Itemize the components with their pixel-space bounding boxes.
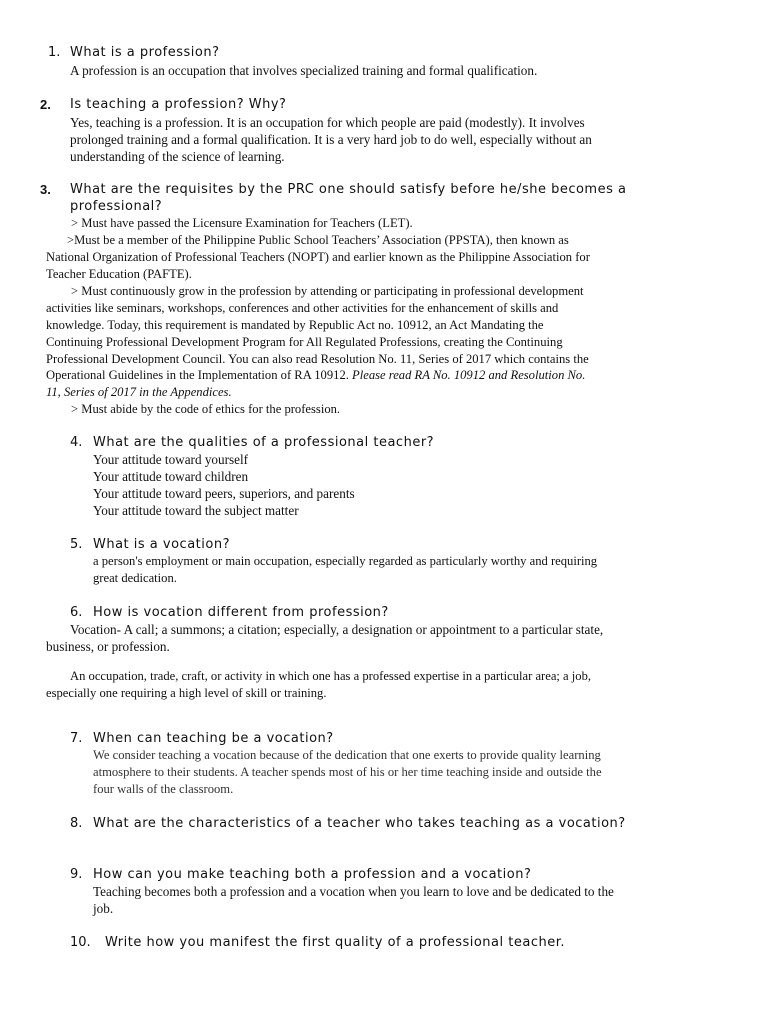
q5-question: What is a vocation?: [93, 537, 230, 552]
q6-answer-line: business, or profession.: [46, 639, 170, 654]
q1-answer: A profession is an occupation that involves specialized training and formal qualification.: [70, 63, 538, 78]
q6-question: How is vocation different from profession?: [93, 605, 389, 620]
q3-question-line: What are the requisites by the PRC one should satisfy before he/she becomes a: [70, 182, 627, 197]
q3-requisite-membership: >Must be a member of the Philippine Public School Teachers’ Association (PPSTA), then known as: [67, 233, 569, 247]
q5-number: 5.: [70, 537, 83, 552]
q3-line: Teacher Education (PAFTE).: [46, 267, 192, 281]
q3-line-with-italic: [46, 367, 585, 384]
q4-item: Your attitude toward the subject matter: [93, 503, 299, 518]
q3-line: knowledge. Today, this requirement is mandated by Republic Act no. 10912, an Act Mandating the: [46, 318, 544, 332]
q10-number: 10.: [70, 935, 91, 950]
q3-line: National Organization of Professional Teachers (NOPT) and earlier known as the Philippine Association for: [46, 250, 590, 264]
q1-question: What is a profession?: [70, 45, 220, 60]
q6-number: 6.: [70, 605, 83, 620]
q7-number: 7.: [70, 731, 83, 746]
q3-question-line: professional?: [70, 199, 163, 214]
q6-answer-line: Vocation- A call; a summons; a citation; especially, a designation or appointment to a particular state,: [70, 622, 604, 637]
q2-question: Is teaching a profession? Why?: [70, 97, 287, 112]
q3-line: Professional Development Council. You can also read Resolution No. 11, Series of 2017 which contains the: [46, 352, 589, 366]
q9-number: 9.: [70, 867, 83, 882]
q3-requisite-let: > Must have passed the Licensure Examination for Teachers (LET).: [71, 216, 413, 230]
q5-answer-line: a person's employment or main occupation, especially regarded as particularly worthy and requiring: [93, 554, 598, 568]
q4-item: Your attitude toward peers, superiors, and parents: [93, 486, 355, 501]
q3-line-text: Operational Guidelines in the Implementation of RA 10912.: [46, 368, 353, 382]
q2-answer-line: prolonged training and a formal qualification. It is a very hard job to do well, especially without an: [70, 132, 592, 147]
q4-question: What are the qualities of a professional teacher?: [93, 435, 435, 450]
q3-italic-note-cont: [46, 384, 232, 401]
q2-answer-line: understanding of the science of learning.: [70, 149, 285, 164]
q7-answer-line: four walls of the classroom.: [93, 782, 234, 796]
q10-question: Write how you manifest the first quality of a professional teacher.: [105, 935, 565, 950]
q7-answer-line: We consider teaching a vocation because of the dedication that one exerts to provide quality learning: [93, 748, 601, 762]
q4-item: Your attitude toward yourself: [93, 452, 249, 467]
q9-answer-line: Teaching becomes both a profession and a vocation when you learn to love and be dedicated to the: [93, 884, 614, 899]
q9-question: How can you make teaching both a profession and a vocation?: [93, 867, 532, 882]
q4-item: Your attitude toward children: [93, 469, 249, 484]
q3-requisite-ethics: > Must abide by the code of ethics for the profession.: [71, 402, 341, 416]
q3-number: 3.: [40, 182, 51, 197]
q3-requisite-cpd: > Must continuously grow in the profession by attending or participating in professional development: [71, 284, 584, 298]
q3-line: activities like seminars, workshops, conferences and other activities for the enhancement of skills and: [46, 301, 559, 315]
q6-answer-line: An occupation, trade, craft, or activity in which one has a professed expertise in a particular area; a job,: [70, 669, 592, 683]
q4-number: 4.: [70, 435, 83, 450]
q3-italic-note: Please read RA No. 10912 and Resolution No.: [352, 368, 586, 382]
q6-answer-line: especially one requiring a high level of skill or training.: [46, 686, 327, 700]
q2-number: 2.: [40, 97, 51, 112]
q2-answer-line: Yes, teaching is a profession. It is an occupation for which people are paid (modestly). It involves: [70, 115, 585, 130]
q3-italic-text: 11, Series of 2017 in the Appendices.: [46, 385, 232, 399]
q7-question: When can teaching be a vocation?: [93, 731, 334, 746]
q3-line: Continuing Professional Development Program for All Regulated Professions, creating the Continuing: [46, 335, 563, 349]
q7-answer-line: atmosphere to their students. A teacher spends most of his or her time teaching inside and outside the: [93, 765, 602, 779]
q9-answer-line: job.: [93, 901, 114, 916]
q8-question: What are the characteristics of a teacher who takes teaching as a vocation?: [93, 816, 626, 831]
q1-number: 1.: [48, 45, 61, 60]
q5-answer-line: great dedication.: [93, 571, 177, 585]
q8-number: 8.: [70, 816, 83, 831]
